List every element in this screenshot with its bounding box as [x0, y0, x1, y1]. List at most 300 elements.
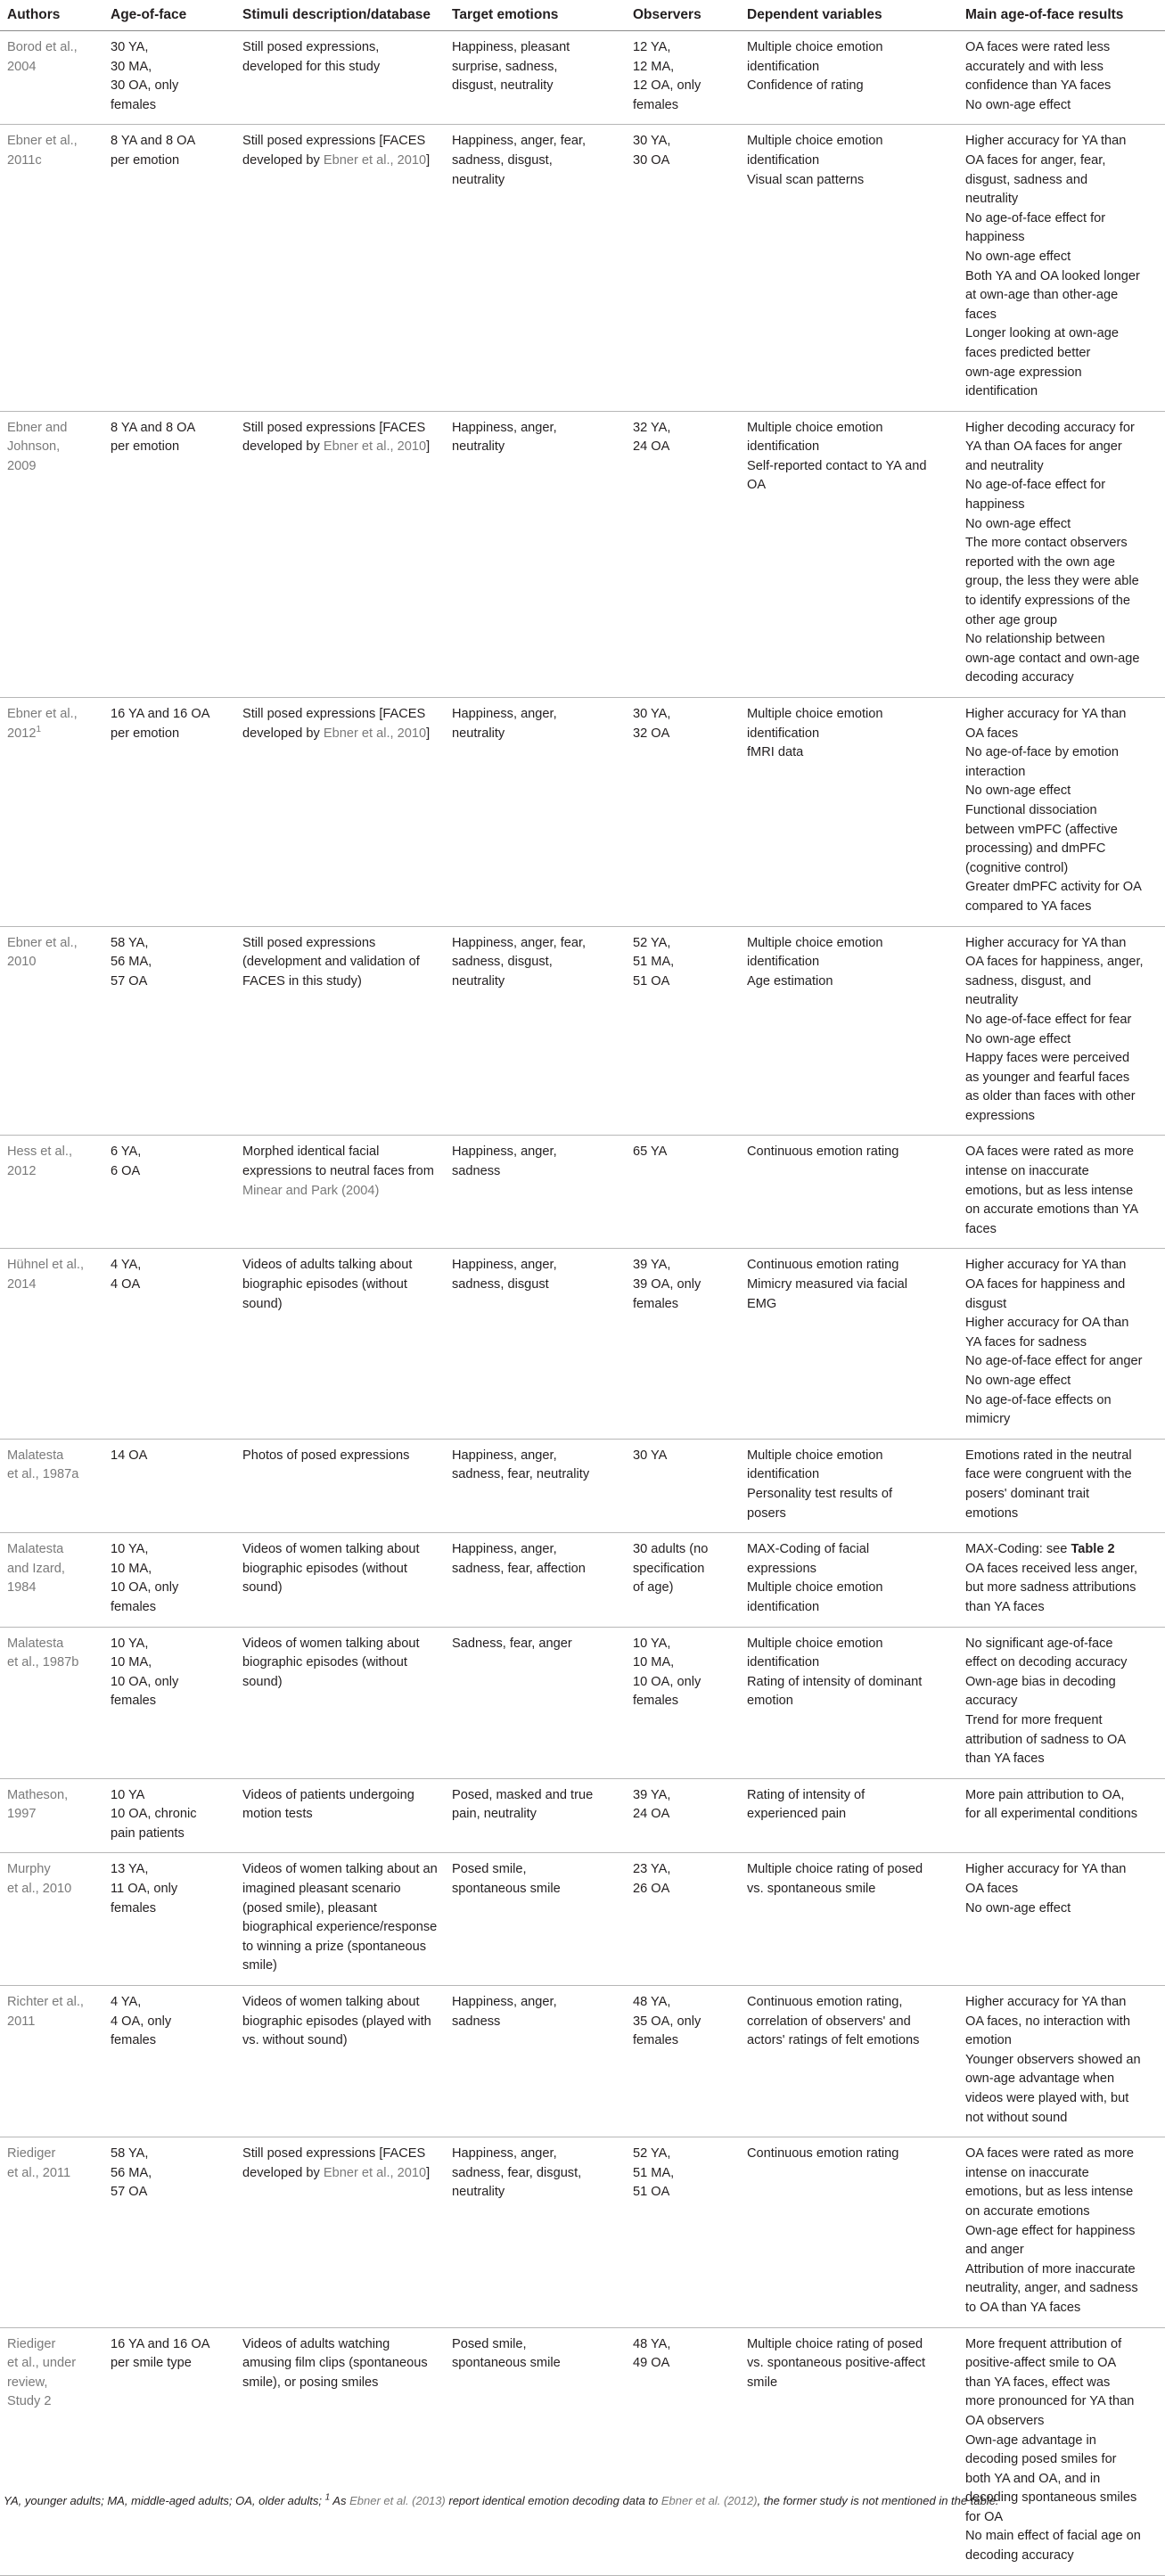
cell-line: Own-age bias in decoding	[965, 1674, 1116, 1689]
citation-link[interactable]: Ebner et al., 2010	[323, 439, 427, 455]
cell-age-of-face	[103, 1627, 235, 1778]
cell-dependent-variables	[740, 926, 958, 1136]
cell-line: Happiness, anger, fear,	[452, 134, 587, 149]
cell-author[interactable]	[0, 1136, 103, 1249]
cell-line: amusing film clips (spontaneous	[242, 2356, 428, 2371]
cell-author[interactable]	[0, 31, 103, 125]
cell-line: 13 YA,	[111, 1862, 149, 1877]
cell-line: 8 YA and 8 OA	[111, 420, 196, 435]
cell-line: 10 YA,	[111, 1636, 149, 1651]
cell-line: OA faces	[965, 726, 1019, 741]
cell-line: Attribution of more inaccurate	[965, 2261, 1136, 2277]
cell-line: intense on inaccurate	[965, 2165, 1089, 2180]
cell-line: 39 YA,	[633, 1787, 671, 1802]
header-observers: Observers	[626, 0, 740, 31]
cell-dependent-variables	[740, 1249, 958, 1439]
table-row	[0, 125, 1165, 411]
cell-dependent-variables	[740, 125, 958, 411]
cell-line	[242, 725, 438, 744]
cell-line: biographic episodes (without	[242, 1277, 407, 1292]
citation-link[interactable]: Ebner et al., 2010	[323, 152, 427, 168]
cell-line: et al., 1987a	[7, 1467, 79, 1482]
cell-line: OA faces for anger, fear,	[965, 152, 1106, 168]
cell-author[interactable]	[0, 1533, 103, 1627]
cell-line: sadness	[452, 2014, 501, 2029]
cell-line: 10 MA,	[111, 1655, 152, 1670]
cell-line: 2010	[7, 955, 37, 970]
cell-line: females	[111, 97, 157, 112]
cell-line: developed for this study	[242, 59, 381, 74]
cell-author[interactable]	[0, 411, 103, 697]
cell-author[interactable]	[0, 1986, 103, 2137]
cell-dependent-variables	[740, 1986, 958, 2137]
header-authors: Authors	[0, 0, 103, 31]
table-row	[0, 2327, 1165, 2575]
cell-dependent-variables	[740, 1778, 958, 1853]
cell-target-emotions	[445, 1853, 626, 1986]
cell-line: decoding spontaneous smiles	[965, 2490, 1137, 2506]
cell-line: No age-of-face effect for	[965, 478, 1106, 493]
cell-line: effect on decoding accuracy	[965, 1655, 1128, 1670]
cell-line: 6 OA	[111, 1164, 141, 1179]
cell-line: posers' dominant trait	[965, 1486, 1090, 1501]
cell-line: 51 OA	[633, 2185, 670, 2200]
cell-line: Hühnel et al.,	[7, 1258, 84, 1273]
cell-line: Multiple choice emotion	[747, 935, 883, 950]
cell-text: ]	[426, 152, 431, 168]
cell-line: No own-age effect	[965, 249, 1071, 264]
cell-line: Happiness, anger,	[452, 2146, 557, 2162]
citation-link[interactable]: Ebner et al., 2010	[323, 726, 427, 741]
cell-line: identification	[747, 1655, 820, 1670]
cell-line: 11 OA, only	[111, 1882, 178, 1897]
cell-line: 10 MA,	[111, 1561, 152, 1576]
cell-line: Continuous emotion rating	[747, 2146, 899, 2162]
cell-dependent-variables	[740, 698, 958, 927]
cell-stimuli	[235, 411, 445, 697]
cell-line: 2011c	[7, 152, 42, 168]
cell-author[interactable]	[0, 698, 103, 927]
cell-line: motion tests	[242, 1807, 313, 1822]
cell-target-emotions	[445, 411, 626, 697]
cell-line: 4 OA	[111, 1277, 141, 1292]
cell-line: Higher accuracy for YA than	[965, 1862, 1127, 1877]
cell-line: No own-age effect	[965, 1374, 1071, 1388]
cell-line: emotion	[965, 2033, 1012, 2048]
cell-line: faces predicted better	[965, 345, 1091, 360]
cell-line: and neutrality	[965, 458, 1044, 473]
cell-line: Multiple choice rating of posed	[747, 2336, 923, 2351]
cell-line: neutrality	[452, 973, 505, 989]
cell-line: neutrality	[452, 439, 505, 455]
cell-line: 10 MA,	[633, 1655, 675, 1670]
cell-line: 24 OA	[633, 1807, 670, 1822]
cell-line: confidence than YA faces	[965, 78, 1112, 94]
header-age-of-face: Age-of-face	[103, 0, 235, 31]
cell-text: developed by	[242, 726, 324, 741]
cell-line: 30 YA,	[111, 40, 149, 54]
cell-line: Posed smile,	[452, 2336, 527, 2351]
cell-line: review,	[7, 2375, 48, 2390]
cell-line: group, the less they were able	[965, 574, 1139, 589]
cell-line: as older than faces with other	[965, 1089, 1136, 1104]
cell-line: interaction	[965, 764, 1026, 779]
cell-line: 16 YA and 16 OA	[111, 707, 210, 721]
cell-line: attribution of sadness to OA	[965, 1732, 1127, 1747]
cell-line: 12 YA,	[633, 40, 671, 54]
cell-observers	[626, 411, 740, 697]
cell-line: No own-age effect	[965, 783, 1071, 799]
cell-line: Multiple choice emotion	[747, 1636, 883, 1651]
cell-line: experienced pain	[747, 1807, 847, 1822]
cell-line: No own-age effect	[965, 97, 1071, 112]
cell-dependent-variables	[740, 411, 958, 697]
cell-author[interactable]	[0, 926, 103, 1136]
cell-line: More pain attribution to OA,	[965, 1787, 1125, 1802]
cell-line: Malatesta	[7, 1636, 64, 1651]
cell-line: 51 MA,	[633, 955, 675, 970]
cell-dependent-variables	[740, 1533, 958, 1627]
cell-line: No own-age effect	[965, 1900, 1071, 1916]
cell-line: Posed, masked and true	[452, 1787, 594, 1802]
cell-line: but more sadness attributions	[965, 1580, 1136, 1596]
header-stimuli: Stimuli description/database	[235, 0, 445, 31]
cell-line: sound)	[242, 1296, 283, 1311]
cell-age-of-face	[103, 1439, 235, 1532]
cell-age-of-face	[103, 1986, 235, 2137]
table-row	[0, 1439, 1165, 1532]
cell-text: developed by	[242, 439, 324, 455]
cell-line: Videos of adults talking about	[242, 1258, 413, 1273]
cell-stimuli	[235, 1986, 445, 2137]
cell-author[interactable]	[0, 1853, 103, 1986]
cell-line: Higher accuracy for OA than	[965, 1316, 1129, 1331]
cell-line: own-age expression	[965, 365, 1082, 380]
cell-line: neutrality	[452, 726, 505, 741]
cell-target-emotions	[445, 698, 626, 927]
cell-line: Richter et al.,	[7, 1995, 84, 2010]
cell-stimuli	[235, 1249, 445, 1439]
cell-line: 58 YA,	[111, 2146, 149, 2162]
cell-target-emotions	[445, 2137, 626, 2327]
cell-line: More frequent attribution of	[965, 2336, 1122, 2351]
cell-text: ]	[426, 2165, 431, 2180]
cell-line: both YA and OA, and in	[965, 2471, 1101, 2486]
cell-stimuli	[235, 1778, 445, 1853]
cell-line: emotion	[747, 1694, 793, 1709]
cell-line: Happiness, anger,	[452, 1258, 557, 1273]
cell-line: Personality test results of	[747, 1486, 893, 1501]
cell-line: MAX-Coding of facial	[747, 1542, 870, 1557]
cell-line: FACES in this study)	[242, 973, 362, 989]
cell-author[interactable]	[0, 2137, 103, 2327]
cell-line: females	[111, 1900, 157, 1916]
cell-line: neutrality	[965, 192, 1019, 207]
header-dependent-variables: Dependent variables	[740, 0, 958, 31]
cell-age-of-face	[103, 125, 235, 411]
cell-line: processing) and dmPFC	[965, 841, 1106, 857]
cell-line: OA faces for happiness and	[965, 1277, 1126, 1292]
cell-line: Matheson,	[7, 1787, 69, 1802]
cell-line: 2012	[7, 726, 37, 741]
cell-main-results	[958, 698, 1165, 927]
cell-line: Ebner et al.,	[7, 707, 78, 721]
cell-line: biographical experience/response	[242, 1920, 438, 1935]
cell-line: OA faces were rated less	[965, 40, 1111, 54]
cell-line: OA faces, no interaction with	[965, 2014, 1130, 2029]
cell-line: disgust, neutrality	[452, 78, 554, 94]
cell-line: and anger	[965, 2243, 1024, 2258]
cell-line: Own-age effect for happiness	[965, 2223, 1136, 2238]
cell-line: Study 2	[7, 2394, 52, 2409]
cell-stimuli	[235, 926, 445, 1136]
cell-line: 2011	[7, 2014, 36, 2029]
cell-line: Longer looking at own-age	[965, 326, 1120, 341]
cell-text: developed by	[242, 2165, 324, 2180]
cell-line: vs. without sound)	[242, 2033, 348, 2048]
cell-dependent-variables	[740, 2327, 958, 2575]
table-row	[0, 1986, 1165, 2137]
cell-line: sadness	[452, 1164, 501, 1179]
cell-stimuli	[235, 1533, 445, 1627]
cell-line: Multiple choice emotion	[747, 1580, 883, 1596]
footnote-text-3: , the former study is not mentioned in the table.	[757, 2494, 999, 2507]
cell-line: Happiness, pleasant	[452, 40, 570, 54]
cell-line: 2004	[7, 59, 37, 74]
cell-line: neutrality	[452, 172, 505, 187]
cell-observers	[626, 1249, 740, 1439]
cell-line: Continuous emotion rating	[747, 1258, 899, 1273]
cell-author[interactable]	[0, 1439, 103, 1532]
cell-line: than YA faces, effect was	[965, 2375, 1111, 2390]
cell-line: 30 YA	[633, 1448, 668, 1463]
cell-line: Multiple choice emotion	[747, 1448, 883, 1463]
cell-stimuli	[235, 1853, 445, 1986]
cell-line: Rating of intensity of dominant	[747, 1674, 923, 1689]
cell-line: 10 OA, only	[633, 1674, 701, 1689]
cell-line: 2014	[7, 1277, 37, 1292]
cell-observers	[626, 2327, 740, 2575]
cell-line: at own-age than other-age	[965, 288, 1119, 303]
cell-line: Higher accuracy for YA than	[965, 1995, 1127, 2010]
cell-line: vs. spontaneous smile	[747, 1882, 876, 1897]
cell-line: (development and validation of	[242, 955, 420, 970]
cell-line: Happiness, anger,	[452, 1144, 557, 1160]
cell-line	[242, 2164, 438, 2184]
cell-line: faces	[965, 307, 997, 322]
cell-line: surprise, sadness,	[452, 59, 558, 74]
cell-main-results	[958, 1986, 1165, 2137]
cell-line: 6 YA,	[111, 1144, 142, 1160]
cell-line: to OA than YA faces	[965, 2300, 1081, 2315]
cell-line: sadness, fear, disgust,	[452, 2165, 582, 2180]
cell-line: 30 OA, only	[111, 78, 179, 94]
cell-line: Malatesta	[7, 1448, 64, 1463]
cell-line: et al., 1987b	[7, 1655, 79, 1670]
cell-line: 58 YA,	[111, 935, 149, 950]
citation-link[interactable]: Ebner et al., 2010	[323, 2165, 427, 2180]
footnote-ref-ebner-2012[interactable]: Ebner et al. (2012)	[660, 2494, 758, 2507]
cell-line: Trend for more frequent	[965, 1712, 1103, 1727]
table-row	[0, 1853, 1165, 1986]
cell-line: happiness	[965, 230, 1025, 245]
cell-line: 4 YA,	[111, 1995, 142, 2010]
cell-line: 57 OA	[111, 2185, 148, 2200]
cell-line: 24 OA	[633, 439, 670, 455]
cell-age-of-face	[103, 926, 235, 1136]
cell-line: Happiness, anger,	[452, 1542, 557, 1557]
cell-line: 56 MA,	[111, 2165, 152, 2180]
cell-line: 23 YA,	[633, 1862, 671, 1877]
cell-line: Videos of adults watching	[242, 2336, 390, 2351]
cell-line: 8 YA and 8 OA	[111, 134, 196, 149]
cell-line: mimicry	[965, 1412, 1011, 1427]
cell-line: Murphy	[7, 1862, 51, 1877]
cell-line: biographic episodes (without	[242, 1655, 407, 1670]
cell-line: 32 OA	[633, 726, 670, 741]
cell-line: Younger observers showed an	[965, 2052, 1141, 2067]
cell-line: decoding posed smiles for	[965, 2452, 1117, 2467]
cell-line: positive-affect smile to OA	[965, 2356, 1117, 2371]
cell-line: 30 adults (no	[633, 1542, 709, 1557]
cell-line: females	[111, 1599, 157, 1614]
cell-line: sadness, fear, affection	[452, 1561, 586, 1576]
cell-observers	[626, 1778, 740, 1853]
cell-line: spontaneous smile	[452, 1882, 561, 1897]
cell-line: to identify expressions of the	[965, 594, 1130, 609]
cell-line: 10 YA	[111, 1787, 145, 1802]
cell-line: No own-age effect	[965, 1031, 1071, 1046]
cell-line: identification	[747, 439, 820, 455]
cell-text: ]	[426, 726, 431, 741]
cell-line: Multiple choice emotion	[747, 420, 883, 435]
footnote-abbreviations: YA, younger adults; MA, middle-aged adults; OA, older adults;	[4, 2494, 325, 2507]
cell-line: 1984	[7, 1580, 37, 1596]
cell-line: No age-of-face effect for anger	[965, 1354, 1143, 1369]
cell-line: No own-age effect	[965, 516, 1071, 531]
cell-stimuli	[235, 31, 445, 125]
footnote-marker: 1	[36, 724, 42, 734]
table-row	[0, 1249, 1165, 1439]
cell-line: females	[633, 1296, 679, 1311]
cell-age-of-face	[103, 411, 235, 697]
header-target-emotions: Target emotions	[445, 0, 626, 31]
cell-line: neutrality, anger, and sadness	[965, 2281, 1138, 2296]
cell-line: The more contact observers	[965, 536, 1128, 551]
cell-author[interactable]	[0, 1778, 103, 1853]
cell-stimuli	[235, 2137, 445, 2327]
footnote-marker: 1	[324, 2492, 331, 2503]
cell-line: Happiness, anger,	[452, 420, 557, 435]
cell-observers	[626, 125, 740, 411]
cell-line: for OA	[965, 2509, 1004, 2524]
cell-line: 51 OA	[633, 973, 670, 989]
cell-line: et al., 2011	[7, 2165, 71, 2180]
cell-observers	[626, 2137, 740, 2327]
cell-stimuli	[235, 125, 445, 411]
cell-age-of-face	[103, 1778, 235, 1853]
cell-line: OA faces received less anger,	[965, 1561, 1138, 1576]
cell-line: Continuous emotion rating,	[747, 1995, 903, 2010]
cell-line	[242, 438, 438, 457]
cell-line: Multiple choice rating of posed	[747, 1862, 923, 1877]
cell-target-emotions	[445, 31, 626, 125]
citation-link[interactable]: Minear and Park (2004)	[242, 1183, 380, 1198]
cell-age-of-face	[103, 698, 235, 927]
cell-line: and Izard,	[7, 1561, 65, 1576]
cell-observers	[626, 1986, 740, 2137]
cell-line: 12 OA, only	[633, 78, 701, 94]
cell-line: identification	[747, 152, 820, 168]
cell-line: Multiple choice emotion	[747, 40, 883, 54]
cell-line: accurately and with less	[965, 59, 1103, 74]
cell-observers	[626, 1627, 740, 1778]
cell-line: identification	[965, 384, 1038, 399]
cell-observers	[626, 31, 740, 125]
cell-line: No age-of-face by emotion	[965, 745, 1119, 760]
cell-author[interactable]	[0, 125, 103, 411]
cell-line: No age-of-face effect for fear	[965, 1012, 1132, 1027]
cell-line: 10 OA, only	[111, 1674, 179, 1689]
cell-line: Higher accuracy for YA than	[965, 134, 1127, 149]
cell-line: et al., under	[7, 2356, 77, 2371]
cell-line: Borod et al.,	[7, 40, 78, 54]
cell-line: Still posed expressions,	[242, 40, 380, 54]
cell-line: Still posed expressions [FACES	[242, 2146, 426, 2162]
cell-line: happiness	[965, 497, 1025, 513]
cell-line: 14 OA	[111, 1448, 148, 1463]
cell-line: Riediger	[7, 2336, 56, 2351]
cell-line: Still posed expressions [FACES	[242, 134, 426, 149]
footnote-ref-ebner-2013[interactable]: Ebner et al. (2013)	[349, 2494, 446, 2507]
table-row	[0, 31, 1165, 125]
cell-line: other age group	[965, 612, 1058, 628]
cell-main-results	[958, 1778, 1165, 1853]
cell-line: OA observers	[965, 2413, 1045, 2428]
cell-author[interactable]	[0, 2327, 103, 2575]
cell-line: not without sound	[965, 2110, 1068, 2125]
cell-line: sadness, disgust,	[452, 955, 553, 970]
cell-line: biographic episodes (played with	[242, 2014, 431, 2029]
cell-target-emotions	[445, 1439, 626, 1532]
cell-line: intense on inaccurate	[965, 1164, 1089, 1179]
cell-line: sound)	[242, 1674, 283, 1689]
cell-line: Photos of posed expressions	[242, 1448, 410, 1463]
cell-text: ]	[426, 439, 431, 455]
cell-line: more pronounced for YA than	[965, 2394, 1135, 2409]
cell-line: No age-of-face effects on	[965, 1392, 1112, 1407]
cell-line: No age-of-face effect for	[965, 210, 1106, 226]
cell-main-results	[958, 125, 1165, 411]
cell-line: Ebner and	[7, 420, 68, 435]
cell-line: Higher accuracy for YA than	[965, 935, 1127, 950]
cell-line: pain patients	[111, 1825, 185, 1841]
cell-line: 39 OA, only	[633, 1277, 701, 1292]
cell-author[interactable]	[0, 1627, 103, 1778]
cell-age-of-face	[103, 2327, 235, 2575]
table-reference-link[interactable]: Table 2	[1071, 1542, 1115, 1557]
cell-stimuli	[235, 698, 445, 927]
cell-author[interactable]	[0, 1249, 103, 1439]
table-row	[0, 926, 1165, 1136]
cell-line: Hess et al.,	[7, 1144, 72, 1160]
cell-line: identification	[747, 1467, 820, 1482]
cell-line: Self-reported contact to YA and	[747, 458, 927, 473]
footnote-text-2: report identical emotion decoding data to	[445, 2494, 661, 2507]
cell-line: Visual scan patterns	[747, 172, 865, 187]
cell-dependent-variables	[740, 1627, 958, 1778]
cell-line: 49 OA	[633, 2356, 670, 2371]
